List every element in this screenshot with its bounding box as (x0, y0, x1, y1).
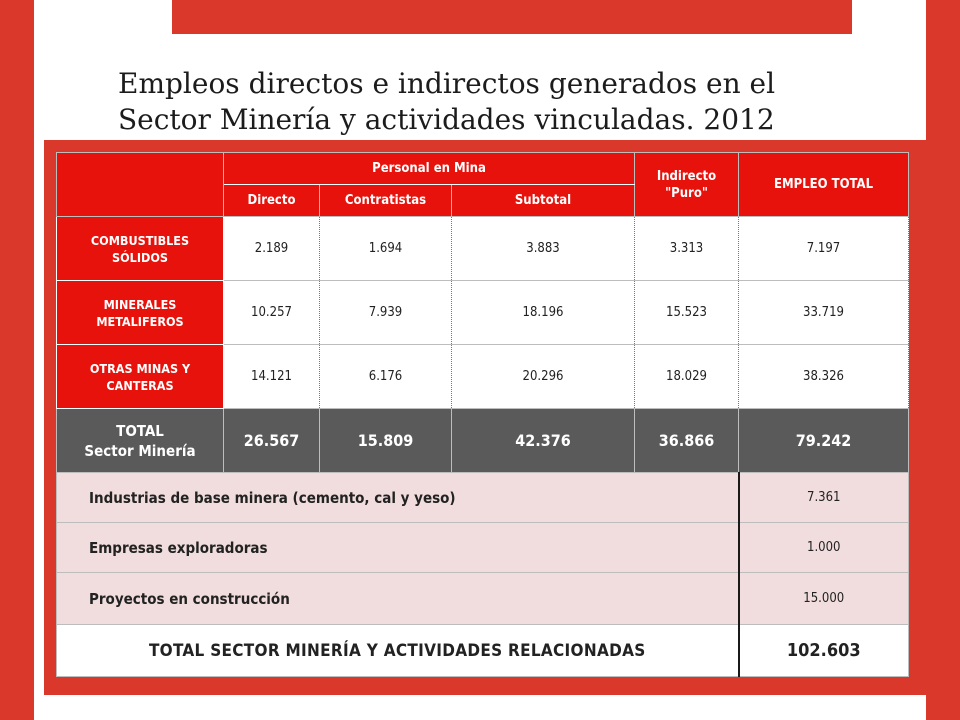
header-personal-en-mina: Personal en Mina (224, 153, 635, 185)
cell-indirecto: 18.029 (635, 345, 739, 409)
header-corner (57, 153, 224, 217)
total-label-line2: Sector Minería (84, 441, 196, 460)
cell-contratistas: 6.176 (320, 345, 452, 409)
header-indirecto-puro (635, 153, 739, 217)
grand-total-value: 102.603 (739, 625, 909, 677)
cell-total: 7.197 (739, 217, 909, 281)
cell-indirecto: 15.523 (635, 281, 739, 345)
related-value: 7.361 (739, 473, 909, 523)
page-title: Empleos directos e indirectos generados en el Sector Minería y actividades vinculadas. 2012 (118, 67, 776, 136)
row-label-combustibles (57, 217, 224, 281)
cell-indirecto: 3.313 (635, 217, 739, 281)
table-row (57, 217, 909, 281)
row-label-line1: COMBUSTIBLES (90, 232, 190, 248)
related-row (57, 523, 909, 573)
cell-subtotal: 3.883 (452, 217, 635, 281)
cell-directo: 10.257 (224, 281, 320, 345)
row-label-line1: MINERALES (103, 296, 177, 312)
cell-total: 38.326 (739, 345, 909, 409)
employment-table (56, 152, 909, 677)
header-directo: Directo (224, 185, 320, 217)
row-label-line2: CANTERAS (106, 377, 174, 393)
header-indirecto-line1: Indirecto (656, 168, 717, 184)
row-label-minerales (57, 281, 224, 345)
total-contratistas: 15.809 (320, 409, 452, 473)
table-row (57, 281, 909, 345)
row-label-line2: METALIFEROS (96, 313, 184, 329)
related-label: Proyectos en construcción (57, 573, 739, 625)
cell-directo: 2.189 (224, 217, 320, 281)
related-label: Empresas exploradoras (57, 523, 739, 573)
cell-subtotal: 20.296 (452, 345, 635, 409)
cell-total: 33.719 (739, 281, 909, 345)
related-value: 1.000 (739, 523, 909, 573)
grand-total-row (57, 625, 909, 677)
total-sector-row (57, 409, 909, 473)
header-subtotal: Subtotal (452, 185, 635, 217)
related-row (57, 573, 909, 625)
grand-total-label: TOTAL SECTOR MINERÍA Y ACTIVIDADES RELACIONADAS (57, 625, 739, 677)
header-empleo-total: EMPLEO TOTAL (739, 153, 909, 217)
cell-subtotal: 18.196 (452, 281, 635, 345)
row-label-line1: OTRAS MINAS Y (89, 360, 191, 376)
cell-directo: 14.121 (224, 345, 320, 409)
cell-contratistas: 7.939 (320, 281, 452, 345)
frame-top-bar (172, 0, 852, 34)
total-label-line1: TOTAL (116, 421, 164, 440)
total-directo: 26.567 (224, 409, 320, 473)
total-subtotal: 42.376 (452, 409, 635, 473)
table-row (57, 345, 909, 409)
total-empleo: 79.242 (739, 409, 909, 473)
total-indirecto: 36.866 (635, 409, 739, 473)
total-sector-label (57, 409, 224, 473)
cell-contratistas: 1.694 (320, 217, 452, 281)
row-label-line2: SÓLIDOS (112, 249, 168, 265)
related-label: Industrias de base minera (cemento, cal y yeso) (57, 473, 739, 523)
related-row (57, 473, 909, 523)
related-value: 15.000 (739, 573, 909, 625)
frame-left (0, 0, 34, 720)
row-label-otras-minas (57, 345, 224, 409)
header-contratistas: Contratistas (320, 185, 452, 217)
header-indirecto-line2: "Puro" (665, 185, 708, 201)
